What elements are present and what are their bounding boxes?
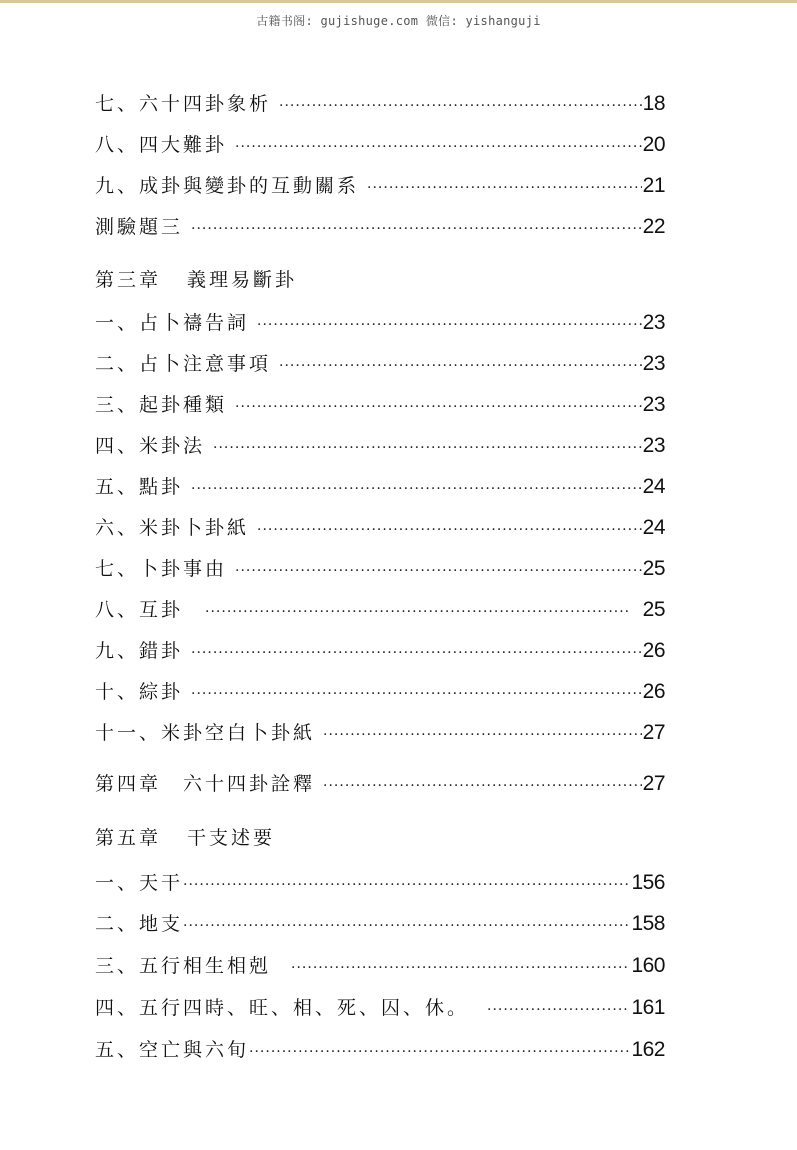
dot-leader	[323, 776, 642, 796]
toc-entry	[95, 428, 665, 458]
entry-label: 五、點卦	[95, 476, 184, 498]
chapter-number: 第五章	[95, 827, 162, 849]
dot-leader	[249, 1042, 630, 1062]
entry-label: 測驗題三	[95, 216, 184, 238]
dot-leader	[191, 219, 642, 239]
entry-page: 27	[642, 721, 665, 744]
entry-page: 158	[631, 912, 665, 935]
toc-entry	[95, 551, 665, 581]
toc-entry	[95, 674, 665, 704]
entry-page: 23	[642, 434, 665, 457]
entry-label: 四、米卦法	[95, 435, 206, 457]
toc-entry	[95, 715, 665, 745]
entry-label: 八、互卦	[95, 599, 184, 621]
entry-page: 160	[631, 954, 665, 977]
entry-label: 第四章 六十四卦詮釋	[95, 773, 316, 795]
toc-entry	[95, 906, 665, 936]
dot-leader	[191, 479, 642, 499]
toc-entry	[95, 469, 665, 499]
entry-page: 26	[642, 680, 665, 703]
toc-entry	[95, 592, 665, 622]
entry-label: 八、四大難卦	[95, 134, 228, 156]
entry-page: 23	[642, 393, 665, 416]
entry-label: 九、成卦與變卦的互動關系	[95, 175, 360, 197]
entry-label: 一、天干	[95, 872, 184, 894]
dot-leader	[183, 916, 630, 936]
entry-label: 三、起卦種類	[95, 394, 228, 416]
dot-leader	[213, 438, 642, 458]
entry-label: 五、空亡與六旬	[95, 1039, 250, 1061]
entry-page: 156	[631, 871, 665, 894]
entry-page: 22	[642, 215, 665, 238]
dot-leader	[235, 397, 642, 417]
dot-leader	[235, 137, 642, 157]
toc-entry	[95, 127, 665, 157]
dot-leader	[183, 875, 630, 895]
entry-label: 七、六十四卦象析	[95, 93, 272, 115]
dot-leader	[257, 520, 642, 540]
entry-label: 十、綜卦	[95, 681, 184, 703]
entry-label: 十一、米卦空白卜卦紙	[95, 722, 316, 744]
dot-leader	[191, 643, 642, 663]
toc-entry	[95, 948, 665, 978]
chapter-number: 第三章	[95, 269, 162, 291]
chapter-heading	[95, 820, 275, 850]
toc-entry	[95, 209, 665, 239]
entry-page: 25	[642, 598, 665, 621]
dot-leader	[235, 561, 642, 581]
chapter-heading	[95, 262, 297, 292]
dot-leader	[291, 958, 630, 978]
entry-page: 161	[631, 996, 665, 1019]
toc-entry	[95, 510, 665, 540]
toc-entry	[95, 633, 665, 663]
entry-label: 二、占卜注意事項	[95, 353, 272, 375]
toc-entry	[95, 86, 665, 116]
entry-page: 27	[642, 772, 665, 795]
entry-page: 23	[642, 311, 665, 334]
toc-entry	[95, 168, 665, 198]
entry-page: 162	[631, 1038, 665, 1061]
entry-page: 21	[642, 174, 665, 197]
entry-page: 20	[642, 133, 665, 156]
entry-page: 18	[642, 92, 665, 115]
toc-entry	[95, 387, 665, 417]
dot-leader	[279, 356, 642, 376]
chapter-title: 干支述要	[187, 827, 276, 849]
dot-leader	[323, 725, 642, 745]
entry-label: 二、地支	[95, 913, 184, 935]
entry-page: 24	[642, 516, 665, 539]
dot-leader	[191, 684, 642, 704]
entry-page: 24	[642, 475, 665, 498]
dot-leader	[367, 178, 642, 198]
toc-entry	[95, 1032, 665, 1062]
watermark-text: 古籍书阁: gujishuge.com 微信: yishanguji	[256, 14, 541, 28]
dot-leader	[257, 315, 642, 335]
toc-entry	[95, 865, 665, 895]
entry-page: 25	[642, 557, 665, 580]
entry-page: 26	[642, 639, 665, 662]
toc-entry	[95, 305, 665, 335]
top-border	[0, 0, 797, 3]
toc-entry	[95, 346, 665, 376]
entry-label: 七、卜卦事由	[95, 558, 228, 580]
dot-leader	[487, 1000, 630, 1020]
dot-leader	[279, 96, 642, 116]
entry-page: 23	[642, 352, 665, 375]
toc-entry	[95, 990, 665, 1020]
toc-entry-chapter	[95, 766, 665, 796]
chapter-title: 義理易斷卦	[187, 269, 298, 291]
entry-label: 九、錯卦	[95, 640, 184, 662]
entry-label: 四、五行四時、旺、相、死、囚、休。	[95, 997, 470, 1019]
entry-label: 三、五行相生相剋	[95, 955, 272, 977]
dot-leader	[205, 602, 630, 622]
entry-label: 六、米卦卜卦紙	[95, 517, 250, 539]
entry-label: 一、占卜禱告詞	[95, 312, 250, 334]
